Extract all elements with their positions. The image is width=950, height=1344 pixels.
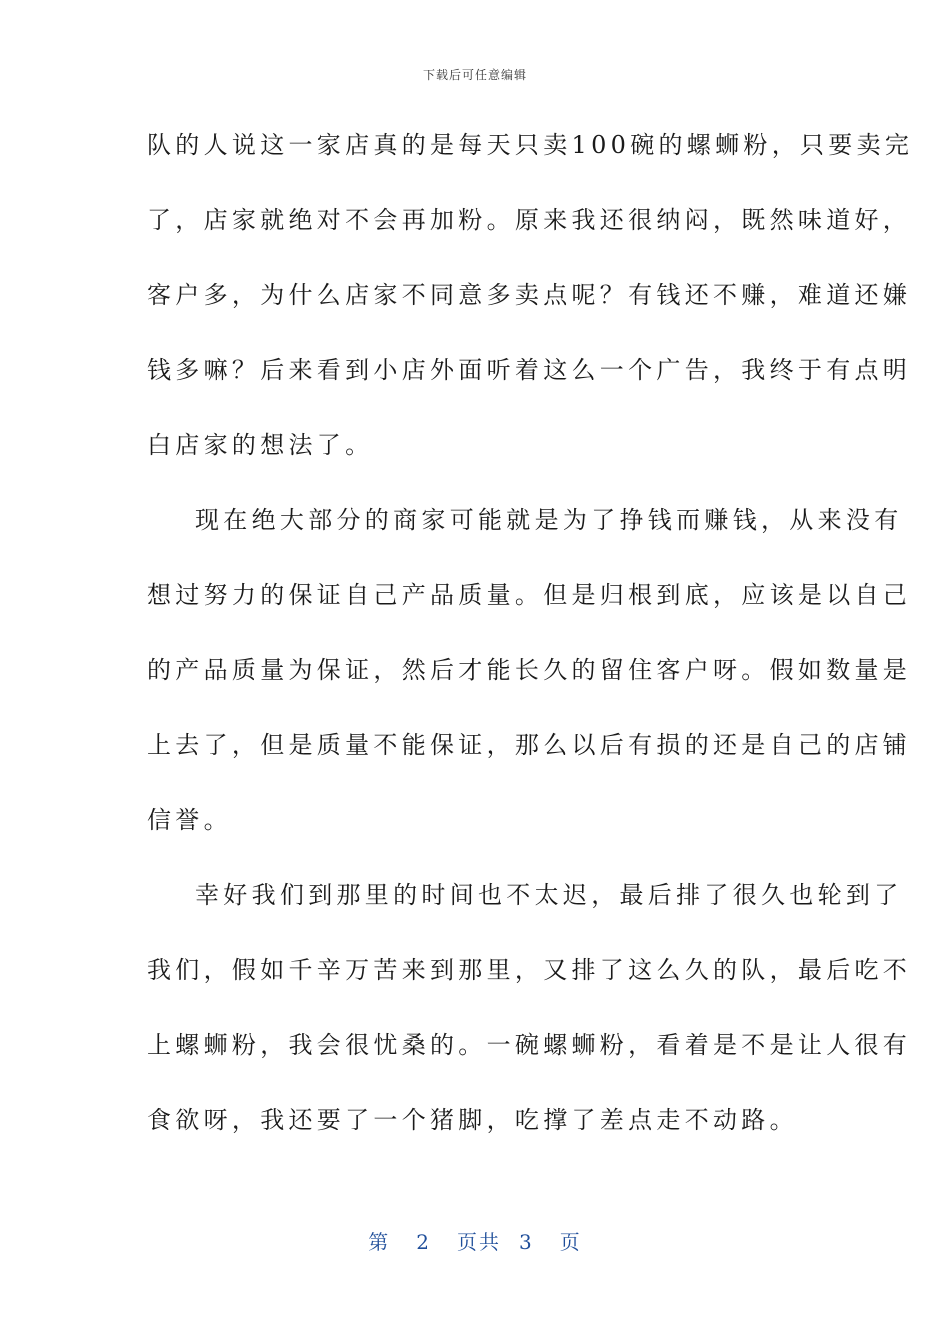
paragraph-1-line-2: 了，店家就绝对不会再加粉。原来我还很纳闷，既然味道好， [147,206,912,234]
paragraph-1-line-1: 队的人说这一家店真的是每天只卖100碗的螺蛳粉，只要卖完 [147,131,914,159]
paragraph-1-line-5: 白店家的想法了。 [147,431,374,459]
paragraph-2-line-1: 现在绝大部分的商家可能就是为了挣钱而赚钱，从来没有 [195,506,903,534]
paragraph-3-line-2: 我们，假如千辛万苦来到那里，又排了这么久的队，最后吃不 [147,956,912,984]
paragraph-2-line-3: 的产品质量为保证，然后才能长久的留住客户呀。假如数量是 [147,656,912,684]
paragraph-3-line-1: 幸好我们到那里的时间也不太迟，最后排了很久也轮到了 [195,881,903,909]
current-page-number: 2 [416,1230,431,1254]
total-pages-number: 3 [519,1230,534,1254]
page-suffix: 页 [559,1230,582,1254]
page-middle-text: 页共 [457,1230,501,1254]
paragraph-3-line-3: 上螺蛳粉，我会很忧桑的。一碗螺蛳粉，看着是不是让人很有 [147,1031,912,1059]
page-header-note: 下载后可任意编辑 [422,68,527,82]
page-prefix: 第 [368,1230,391,1254]
document-body [147,108,914,1158]
paragraph-2-line-4: 上去了，但是质量不能保证，那么以后有损的还是自己的店铺 [147,731,912,759]
page-number-footer [0,1226,950,1255]
paragraph-2-line-2: 想过努力的保证自己产品质量。但是归根到底，应该是以自己 [147,581,912,609]
paragraph-1-line-3: 客户多，为什么店家不同意多卖点呢？有钱还不赚，难道还嫌 [147,281,912,309]
paragraph-1-line-4: 钱多嘛？后来看到小店外面听着这么一个广告，我终于有点明 [147,356,912,384]
paragraph-3-line-4: 食欲呀，我还要了一个猪脚，吃撑了差点走不动路。 [147,1106,798,1134]
paragraph-2-line-5: 信誉。 [147,806,232,834]
